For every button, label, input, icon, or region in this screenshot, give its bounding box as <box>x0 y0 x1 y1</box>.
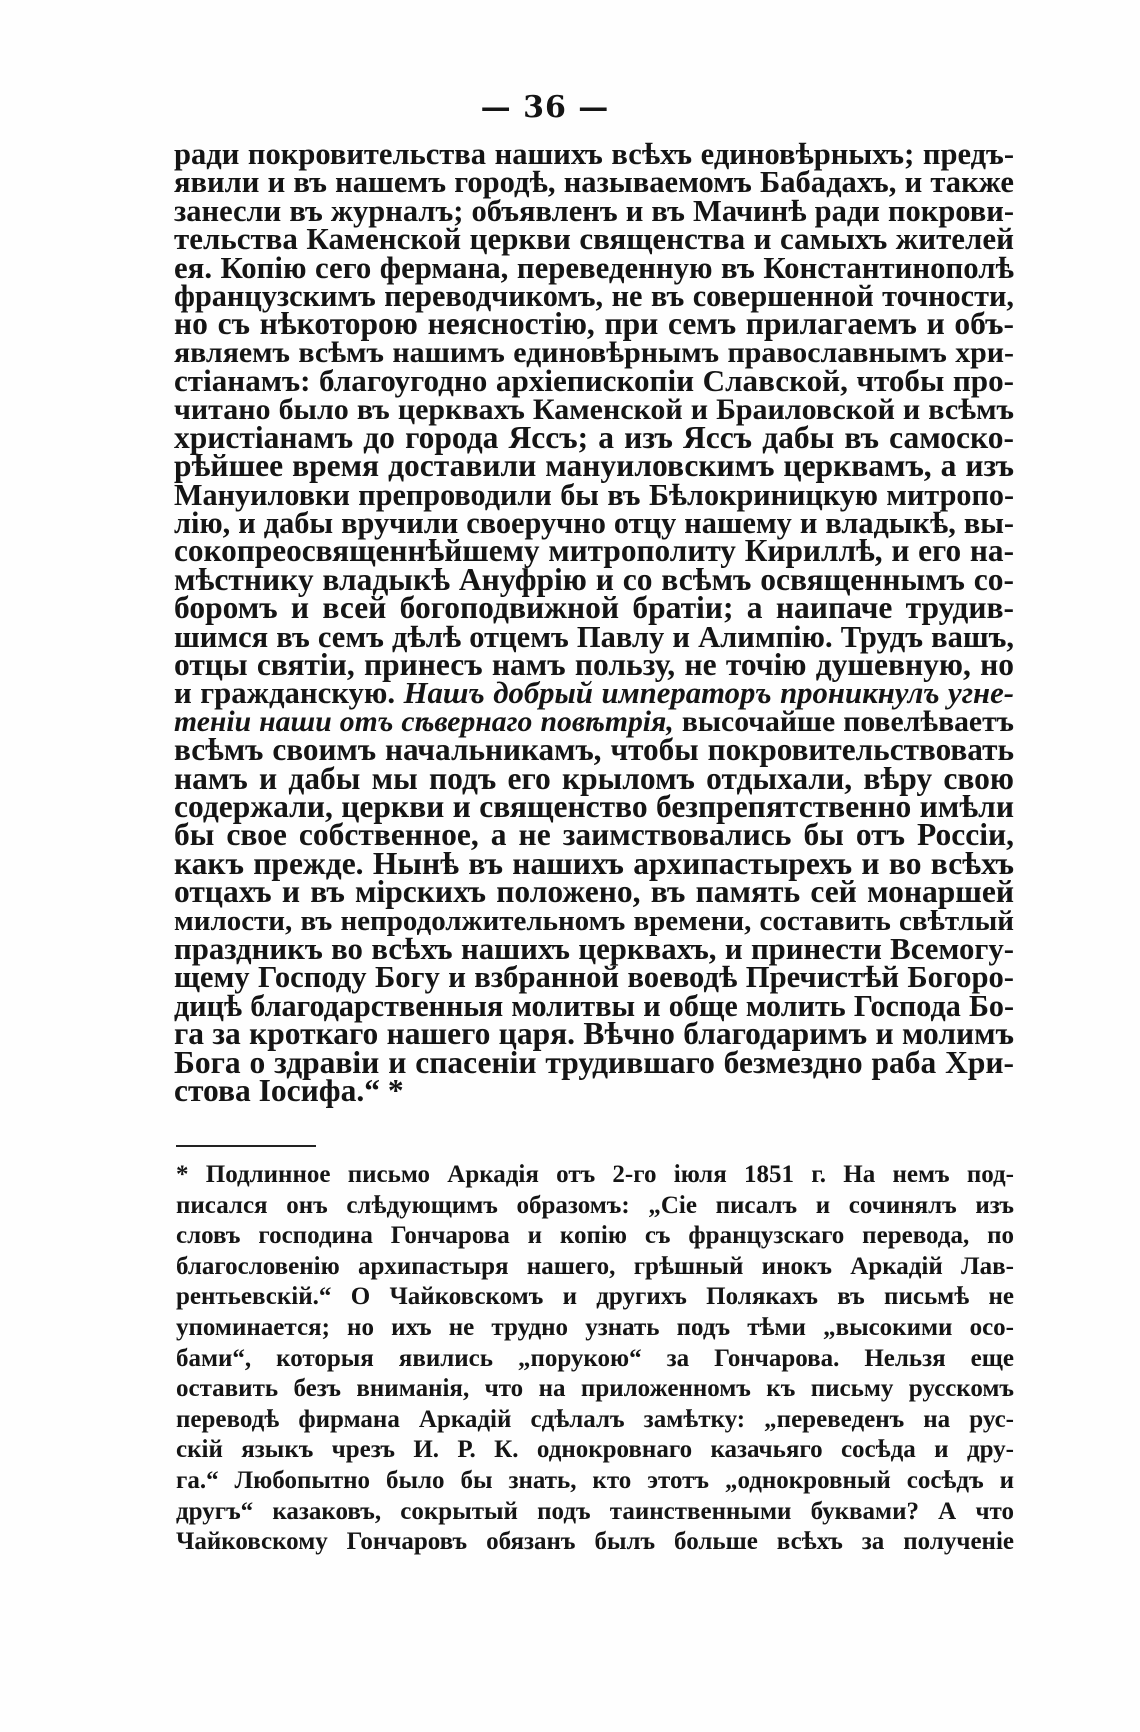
footnote-line: словъ господина Гончарова и копію съ французскаго перевода, по <box>176 1222 1014 1250</box>
footnote-line: * Подлинное письмо Аркадія отъ 2-го іюля 1851 г. На немъ под- <box>176 1161 1014 1188</box>
text-line: христіанамъ до города Яссъ; а изъ Яссъ дабы въ самоско- <box>174 419 1014 455</box>
footnote-line: оставить безъ вниманія, что на приложенномъ къ письму русскомъ <box>176 1375 1014 1403</box>
text-line: милости, въ непродолжительномъ времени, составить свѣтлый <box>174 904 1014 937</box>
text-line: намъ и дабы мы подъ его крыломъ отдыхали, вѣру свою <box>174 760 1014 796</box>
text-line: явили и въ нашемъ городѣ, называемомъ Бабадахъ, и также <box>174 165 1014 200</box>
text-line: бы свое собственное, а не заимствовались бы отъ Россіи, <box>174 817 1014 853</box>
text-line: рѣйшее время доставили мануиловскимъ церквамъ, а изъ <box>174 448 1014 484</box>
italic-segment: Нашъ добрый императоръ проникнулъ угне- <box>403 676 1015 711</box>
text-line: ея. Копію сего фермана, переведенную въ Константинополѣ <box>174 250 1014 285</box>
footnote-line: скій языкъ чрезъ И. Р. К. однокровнаго казачьяго сосѣда и дру- <box>176 1436 1014 1464</box>
text-line: но съ нѣкоторою неясностію, при семъ прилагаемъ и объ- <box>174 306 1014 342</box>
text-line: мѣстнику владыкѣ Ануфрію и со всѣмъ освященнымъ со- <box>174 561 1014 597</box>
text-line: какъ прежде. Нынѣ въ нашихъ архипастырехъ и во всѣхъ <box>174 845 1014 881</box>
footnote-line: писался онъ слѣдующимъ образомъ: „Сіе писалъ и сочинялъ изъ <box>176 1191 1014 1219</box>
text-line: являемъ всѣмъ нашимъ единовѣрнымъ православнымъ хри- <box>174 335 1014 369</box>
footnote-line: благословенію архипастыря нашего, грѣшный инокъ Аркадій Лав- <box>176 1252 1014 1280</box>
footnote-line: переводѣ фирмана Аркадій сдѣлалъ замѣтку: „переведенъ на рус- <box>176 1405 1014 1433</box>
text-line: праздникъ во всѣхъ нашихъ церквахъ, и принести Всемогу- <box>174 931 1014 966</box>
text-line: Бога о здравіи и спасеніи трудившаго безмездно раба Хри- <box>174 1044 1014 1080</box>
text-line: га за кроткаго нашего царя. Вѣчно благодаримъ и молимъ <box>174 1016 1014 1052</box>
text-line: боромъ и всей богоподвижной братіи; а наипаче трудив- <box>174 590 1014 626</box>
text-line: стіанамъ: благоугодно архіепископіи Славской, чтобы про- <box>174 363 1014 399</box>
text-line: Мануиловки препроводили бы въ Бѣлокриницкую митропо- <box>174 477 1014 512</box>
text-line: всѣмъ своимъ начальникамъ, чтобы покровительствовать <box>174 732 1014 768</box>
footnote-line: Чайковскому Гончаровъ обязанъ былъ больше всѣхъ за полученіе <box>176 1528 1014 1556</box>
text-line: ради покровительства нашихъ всѣхъ единовѣрныхъ; предъ- <box>174 137 1014 171</box>
italic-segment: теніи наши отъ сѣвернаго повѣтрія, <box>174 705 674 738</box>
text-line: дицѣ благодарственныя молитвы и обще молить Господа Бо- <box>174 988 1014 1023</box>
text-line: отцы святіи, принесъ намъ пользу, не точію душевную, но <box>174 647 1014 683</box>
footnote-line: другъ“ казаковъ, сокрытый подъ таинственными буквами? А что <box>176 1497 1014 1525</box>
text-line: французскимъ переводчикомъ, не въ совершенной точности, <box>174 278 1014 313</box>
text-line: лію, и дабы вручили своеручно отцу нашему и владыкѣ, вы- <box>174 506 1014 541</box>
text-line: сокопреосвященнѣйшему митрополиту Кириллѣ, и его на- <box>174 533 1014 569</box>
text-line: стова Іосифа.“ * <box>174 1072 404 1108</box>
footnote-line: га.“ Любопытно было бы знать, кто этотъ „однокровный сосѣдъ и <box>176 1466 1014 1494</box>
text-line: содержали, церкви и священство безпрепятственно имѣли <box>174 788 1014 824</box>
page-number: — 36 — <box>480 90 610 125</box>
footnote-line: бами“, которыя явились „порукою“ за Гончарова. Нельзя еще <box>176 1344 1014 1372</box>
footnote <box>176 1160 1014 1558</box>
footnote-divider <box>176 1145 316 1147</box>
text-line: читано было въ церквахъ Каменской и Браиловской и всѣмъ <box>174 392 1014 426</box>
text-line: отцахъ и въ мірскихъ положено, въ память сей монаршей <box>174 874 1014 910</box>
text-segment: высочайше повелѣваетъ <box>681 705 1014 738</box>
text-line: шимся въ семъ дѣлѣ отцемъ Павлу и Алимпію. Трудъ вашъ, <box>174 619 1014 654</box>
text-line: занесли въ журналъ; объявленъ и въ Мачинѣ ради покрови- <box>174 193 1014 228</box>
text-line: щему Господу Богу и взбранной воеводѣ Пречистѣй Богоро- <box>174 960 1014 995</box>
main-text <box>174 137 1015 1108</box>
text-line: тельства Каменской церкви священства и самыхъ жителей <box>174 221 1014 257</box>
footnote-line: упоминается; но ихъ не трудно узнать подъ тѣми „высокими осо- <box>176 1313 1014 1341</box>
text-segment: и гражданскую. <box>174 676 396 711</box>
text-line-mixed <box>174 676 1015 711</box>
footnote-line: рентьевскій.“ О Чайковскомъ и другихъ Полякахъ въ письмѣ не <box>176 1283 1014 1311</box>
